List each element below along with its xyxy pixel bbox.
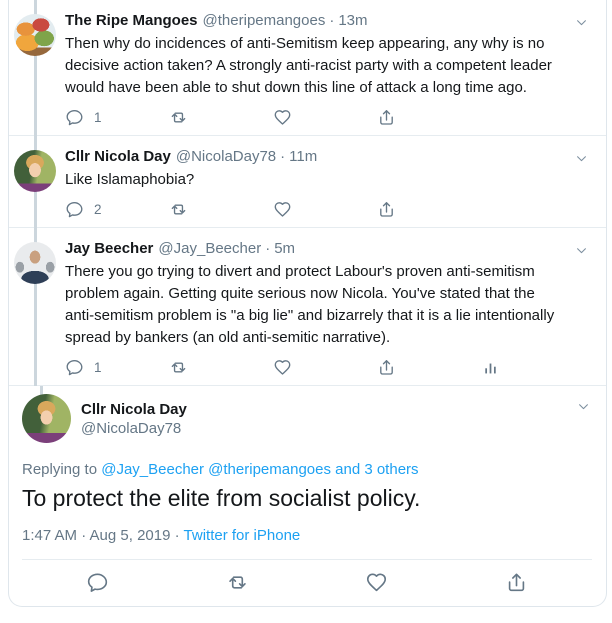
replying-to-mentions-link[interactable]: @Jay_Beecher @theripemangoes and 3 others xyxy=(101,461,419,478)
tweet-content xyxy=(65,236,592,377)
tweet-action-bar xyxy=(65,108,592,127)
more-chevron-icon[interactable] xyxy=(573,150,590,167)
heart-icon xyxy=(273,358,292,377)
tweet-content xyxy=(65,144,592,219)
retweet-button[interactable] xyxy=(169,108,273,127)
reply-icon xyxy=(65,358,84,377)
user-handle[interactable]: @Jay_Beecher xyxy=(158,240,262,257)
heart-icon xyxy=(273,200,292,219)
tweet-header xyxy=(65,239,592,259)
display-name[interactable]: The Ripe Mangoes xyxy=(65,12,198,29)
meta-separator: · xyxy=(280,148,286,165)
reply-button[interactable] xyxy=(65,108,169,127)
main-tweet xyxy=(9,386,606,606)
retweet-button[interactable] xyxy=(226,571,249,594)
tweet-action-bar xyxy=(65,200,592,219)
reply-count: 2 xyxy=(94,202,102,217)
tweet-thread-card xyxy=(8,0,607,607)
reply-icon xyxy=(65,108,84,127)
more-chevron-icon[interactable] xyxy=(575,398,592,415)
retweet-icon xyxy=(169,358,188,377)
retweet-button[interactable] xyxy=(169,358,273,377)
tweet[interactable] xyxy=(9,228,606,386)
share-icon xyxy=(377,200,396,219)
meta-separator: · xyxy=(265,240,271,257)
share-icon xyxy=(505,582,528,597)
retweet-icon xyxy=(169,108,188,127)
heart-icon xyxy=(273,108,292,127)
share-icon xyxy=(377,108,396,127)
user-handle[interactable]: @NicolaDay78 xyxy=(175,148,277,165)
meta-separator: · xyxy=(329,12,335,29)
meta-separator: · xyxy=(174,527,180,544)
tweet-content xyxy=(65,8,592,127)
avatar[interactable] xyxy=(14,14,56,56)
display-name[interactable]: Jay Beecher xyxy=(65,240,154,257)
tweet[interactable] xyxy=(9,0,606,136)
main-tweet-text: To protect the elite from socialist policy. xyxy=(22,485,421,511)
avatar[interactable] xyxy=(22,394,71,443)
timestamp-row xyxy=(22,526,592,546)
tweet-timestamp: 1:47 AM · Aug 5, 2019 xyxy=(22,527,171,544)
replying-to-label: Replying to xyxy=(22,461,98,478)
tweet-source-link[interactable]: Twitter for iPhone xyxy=(183,527,301,544)
share-button[interactable] xyxy=(377,200,481,219)
tweet-text: There you go trying to divert and protect Labour's proven anti-semitism problem again. Getting quite serious now Nicola. You've stated that the anti-semitism problem is "a big lie" and bizarrely that it is a lie intentionally spread by bankers (an old anti-semitic narrative). xyxy=(65,263,555,346)
like-button[interactable] xyxy=(273,200,377,219)
retweet-button[interactable] xyxy=(169,200,273,219)
name-block xyxy=(81,400,187,438)
like-button[interactable] xyxy=(273,108,377,127)
user-handle[interactable]: @NicolaDay78 xyxy=(81,419,182,437)
more-chevron-icon[interactable] xyxy=(573,242,590,259)
share-button[interactable] xyxy=(505,571,528,594)
reply-button[interactable] xyxy=(86,571,109,594)
analytics-icon xyxy=(481,358,500,377)
reply-icon xyxy=(86,582,109,597)
tweet-header xyxy=(65,11,592,31)
tweet-timestamp[interactable]: 11m xyxy=(289,148,318,165)
user-handle[interactable]: @theripemangoes xyxy=(202,12,326,29)
display-name[interactable]: Cllr Nicola Day xyxy=(81,400,187,418)
avatar[interactable] xyxy=(14,150,56,192)
reply-icon xyxy=(65,200,84,219)
reply-button[interactable] xyxy=(65,358,169,377)
avatar[interactable] xyxy=(14,242,56,284)
like-button[interactable] xyxy=(273,358,377,377)
tweet-timestamp[interactable]: 13m xyxy=(338,12,368,29)
tweet-action-bar xyxy=(65,358,592,377)
main-action-bar xyxy=(22,560,592,606)
tweet[interactable] xyxy=(9,136,606,228)
retweet-icon xyxy=(169,200,188,219)
heart-icon xyxy=(365,582,388,597)
reply-count: 1 xyxy=(94,110,102,125)
share-button[interactable] xyxy=(377,358,481,377)
share-button[interactable] xyxy=(377,108,481,127)
more-chevron-icon[interactable] xyxy=(573,14,590,31)
tweet-header xyxy=(65,147,592,167)
tweet-text: Then why do incidences of anti-Semitism keep appearing, any why is no decisive action taken? A strongly anti-racist party with a competent leader would have been able to shut down this line of attack a long time ago. xyxy=(65,35,552,96)
reply-count: 1 xyxy=(94,360,102,375)
main-tweet-header xyxy=(22,394,592,443)
tweet-text: Like Islamaphobia? xyxy=(65,171,195,188)
like-button[interactable] xyxy=(365,571,388,594)
share-icon xyxy=(377,358,396,377)
replying-to-line xyxy=(22,460,592,480)
retweet-icon xyxy=(226,582,249,597)
tweet-timestamp[interactable]: 5m xyxy=(274,240,296,257)
display-name[interactable]: Cllr Nicola Day xyxy=(65,148,171,165)
analytics-button[interactable] xyxy=(481,358,585,377)
reply-button[interactable] xyxy=(65,200,169,219)
